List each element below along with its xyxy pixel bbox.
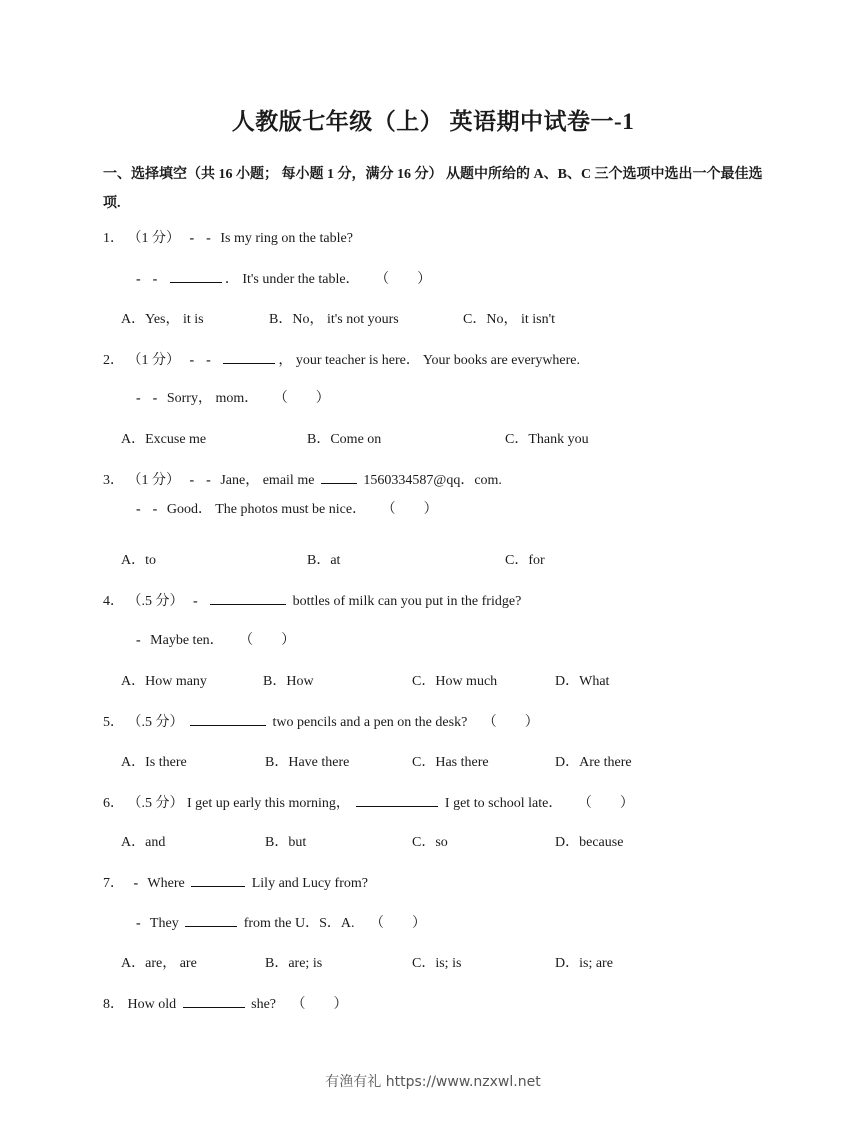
option-c: C．How much	[412, 674, 498, 689]
page-title: 人教版七年级（上） 英语期中试卷一-1	[231, 109, 635, 134]
question-number: 1．	[103, 231, 124, 246]
answer-paren: （ ）	[577, 796, 634, 811]
question-number: 8．	[103, 997, 124, 1012]
question-text: 1560334587@qq．com.	[363, 473, 502, 488]
dash: -	[136, 391, 141, 406]
answer-blank	[190, 713, 266, 726]
option-d: D．What	[555, 674, 610, 689]
option-a: A．are， are	[121, 956, 197, 971]
question-number: 3．	[103, 473, 124, 488]
question-number: 2．	[103, 353, 124, 368]
question-text: Where	[147, 876, 185, 891]
option-b: B．No， it's not yours	[269, 312, 399, 327]
question-text: bottles of milk can you put in the fridge?	[292, 594, 522, 609]
question-text: Maybe ten．	[150, 633, 224, 648]
question-text: They	[149, 916, 179, 931]
dash: -	[133, 876, 139, 891]
answer-blank	[356, 794, 438, 807]
question-text: I get to school late．	[444, 796, 563, 811]
answer-blank	[210, 592, 286, 605]
dash: -	[206, 353, 211, 368]
option-d: D．Are there	[555, 755, 632, 770]
dash: -	[189, 473, 195, 488]
option-a: A．Is there	[121, 755, 187, 770]
answer-blank	[185, 914, 237, 927]
option-b: B．Come on	[307, 432, 382, 447]
option-c: C．for	[505, 553, 545, 568]
question-text: Jane， email me	[220, 473, 315, 488]
dash: -	[152, 391, 158, 406]
question-text: Is my ring on the table?	[220, 231, 353, 246]
option-d: D．because	[555, 835, 624, 850]
option-d: D．is; are	[555, 956, 613, 971]
option-b: B．How	[263, 674, 314, 689]
option-b: B．are; is	[265, 956, 323, 971]
option-b: B．at	[307, 553, 341, 568]
option-a: A．and	[121, 835, 166, 850]
option-b: B．but	[265, 835, 307, 850]
dash: -	[193, 594, 198, 609]
answer-blank	[321, 471, 357, 484]
question-score: （.5 分）	[127, 796, 184, 811]
question-score: （1 分）	[127, 473, 180, 488]
dash: -	[136, 916, 141, 931]
answer-paren: （ ）	[375, 272, 432, 287]
option-a: A．How many	[121, 674, 207, 689]
answer-paren: （ ）	[482, 715, 539, 730]
question-text: I get up early this morning，	[187, 796, 350, 811]
answer-blank	[170, 270, 222, 283]
dash: -	[189, 231, 195, 246]
dash: -	[136, 502, 141, 517]
question-number: 6．	[103, 796, 124, 811]
question-text: Good． The photos must be nice．	[166, 502, 367, 517]
option-c: C．is; is	[412, 956, 462, 971]
question-number: 7．	[103, 876, 124, 891]
answer-paren: （ ）	[239, 633, 296, 648]
question-number: 5．	[103, 715, 124, 730]
dash: -	[189, 353, 195, 368]
option-b: B．Have there	[265, 755, 350, 770]
question-text: How old	[127, 997, 177, 1012]
option-c: C．so	[412, 835, 448, 850]
question-score: （.5 分）	[127, 715, 184, 730]
question-score: （1 分）	[127, 231, 180, 246]
answer-paren: （ ）	[273, 391, 330, 406]
question-text: Sorry， mom．	[166, 391, 259, 406]
dash: -	[206, 473, 211, 488]
question-score: （1 分）	[127, 353, 180, 368]
question-score: （.5 分）	[127, 594, 184, 609]
option-a: A．to	[121, 553, 156, 568]
question-text: she?	[251, 997, 277, 1012]
answer-blank	[223, 351, 275, 364]
question-text: two pencils and a pen on the desk?	[272, 715, 468, 730]
answer-paren: （ ）	[291, 997, 348, 1012]
dash: -	[152, 272, 158, 287]
option-c: C．No， it isn't	[463, 312, 555, 327]
footer-watermark: 有渔有礼 https://www.nzxwl.net	[325, 1074, 541, 1090]
answer-paren: （ ）	[381, 502, 438, 517]
question-text: Lily and Lucy from?	[251, 876, 368, 891]
option-a: A．Yes， it is	[121, 312, 204, 327]
dash: -	[152, 502, 158, 517]
option-c: C．Has there	[412, 755, 489, 770]
dash: -	[206, 231, 211, 246]
answer-blank	[183, 995, 245, 1008]
question-text: ， your teacher is here． Your books are everywhere.	[278, 353, 581, 368]
question-number: 4．	[103, 594, 124, 609]
option-c: C．Thank you	[505, 432, 589, 447]
question-text: from the U．S．A.	[243, 916, 355, 931]
dash: -	[136, 272, 141, 287]
question-text: ． It's under the table．	[224, 272, 360, 287]
answer-paren: （ ）	[370, 916, 427, 931]
option-a: A．Excuse me	[121, 432, 207, 447]
dash: -	[136, 633, 141, 648]
answer-blank	[191, 874, 245, 887]
section-heading: 一、选择填空（共 16 小题； 每小题 1 分，满分 16 分） 从题中所给的 A、B、C 三个选项中选出一个最佳选项.	[103, 167, 763, 211]
